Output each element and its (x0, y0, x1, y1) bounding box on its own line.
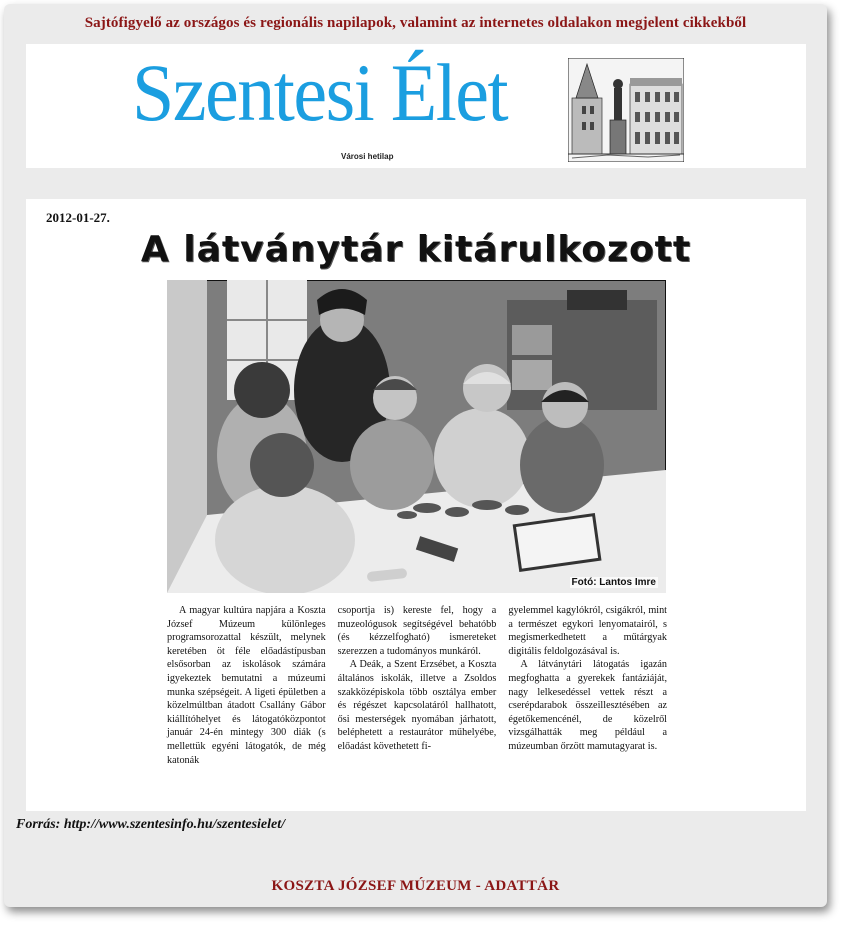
article-paragraph: A Deák, a Szent Erzsébet, a Koszta általános iskolák, illetve a Zsoldos szakközépiskola több osztálya ember és régészet kapcsolatáról hallhatott, ősi mesterségek nyomában járhatott, beléphetett a restaurátor műhelyébe, előadást követhetett fi- (337, 659, 497, 752)
article-paragraph: A magyar kultúra napjára a Koszta József Múzeum különleges programsorozattal készült, melynek keretében öt féle előadástípusban elsősorban az iskolások számára igyekeztek bemutatni a múzeumi munka szépségeit. A ligeti épületben a közelmúltban átadott Csallány Gábor kiállítóhelyet és látogatóközpontot január 24-én mintegy 300 diák (s mellettük egyéni látogatók, de még katonák (167, 605, 326, 766)
photo-credit: Fotó: Lantos Imre (571, 577, 656, 588)
source-line: Forrás: http://www.szentesinfo.hu/szentesielet/ (16, 817, 286, 832)
article-paragraph: csoportja is) kereste fel, hogy a muzeológusok segítségével behatóbb (és kézzelfogható) ismereteket szerezzen a tudományos munkáról. (337, 605, 497, 657)
newspaper-masthead (26, 44, 806, 168)
newspaper-subtitle: Városi hetilap (341, 152, 394, 161)
article-date: 2012-01-27. (46, 210, 110, 225)
article-photo (167, 280, 666, 593)
press-monitor-banner: Sajtófigyelő az országos és regionális napilapok, valamint az internetes oldalakon megjelent cikkekből (84, 15, 747, 31)
article-headline: A látványtár kitárulkozott (140, 229, 692, 270)
newspaper-title: Szentesi Élet (132, 47, 508, 139)
children-at-table-photo (167, 280, 666, 593)
article-clipping (26, 199, 806, 811)
town-statue-illustration (568, 58, 684, 162)
article-paragraph: A látványtári látogatás igazán megfoghatta a gyerekek fantáziáját, nagy lelkesedéssel vettek részt a cserépdarabok összeillesztésében az égetőkemencénél, de közelről vizsgálhatták meg például a múzeumban őrzött mamutagyarat is. (508, 659, 668, 752)
page-sheet (4, 4, 827, 907)
article-column-3 (508, 604, 667, 767)
archive-footer: KOSZTA JÓZSEF MÚZEUM - ADATTÁR (271, 878, 560, 894)
article-column-2 (338, 604, 497, 767)
article-column-1 (167, 604, 326, 767)
article-body (167, 604, 667, 767)
article-paragraph: gyelemmel kagylókról, csigákról, mint a természet egykori lenyomatairól, s megismerkedhetett a műtárgyak digitális feldolgozásával is. (508, 605, 668, 657)
